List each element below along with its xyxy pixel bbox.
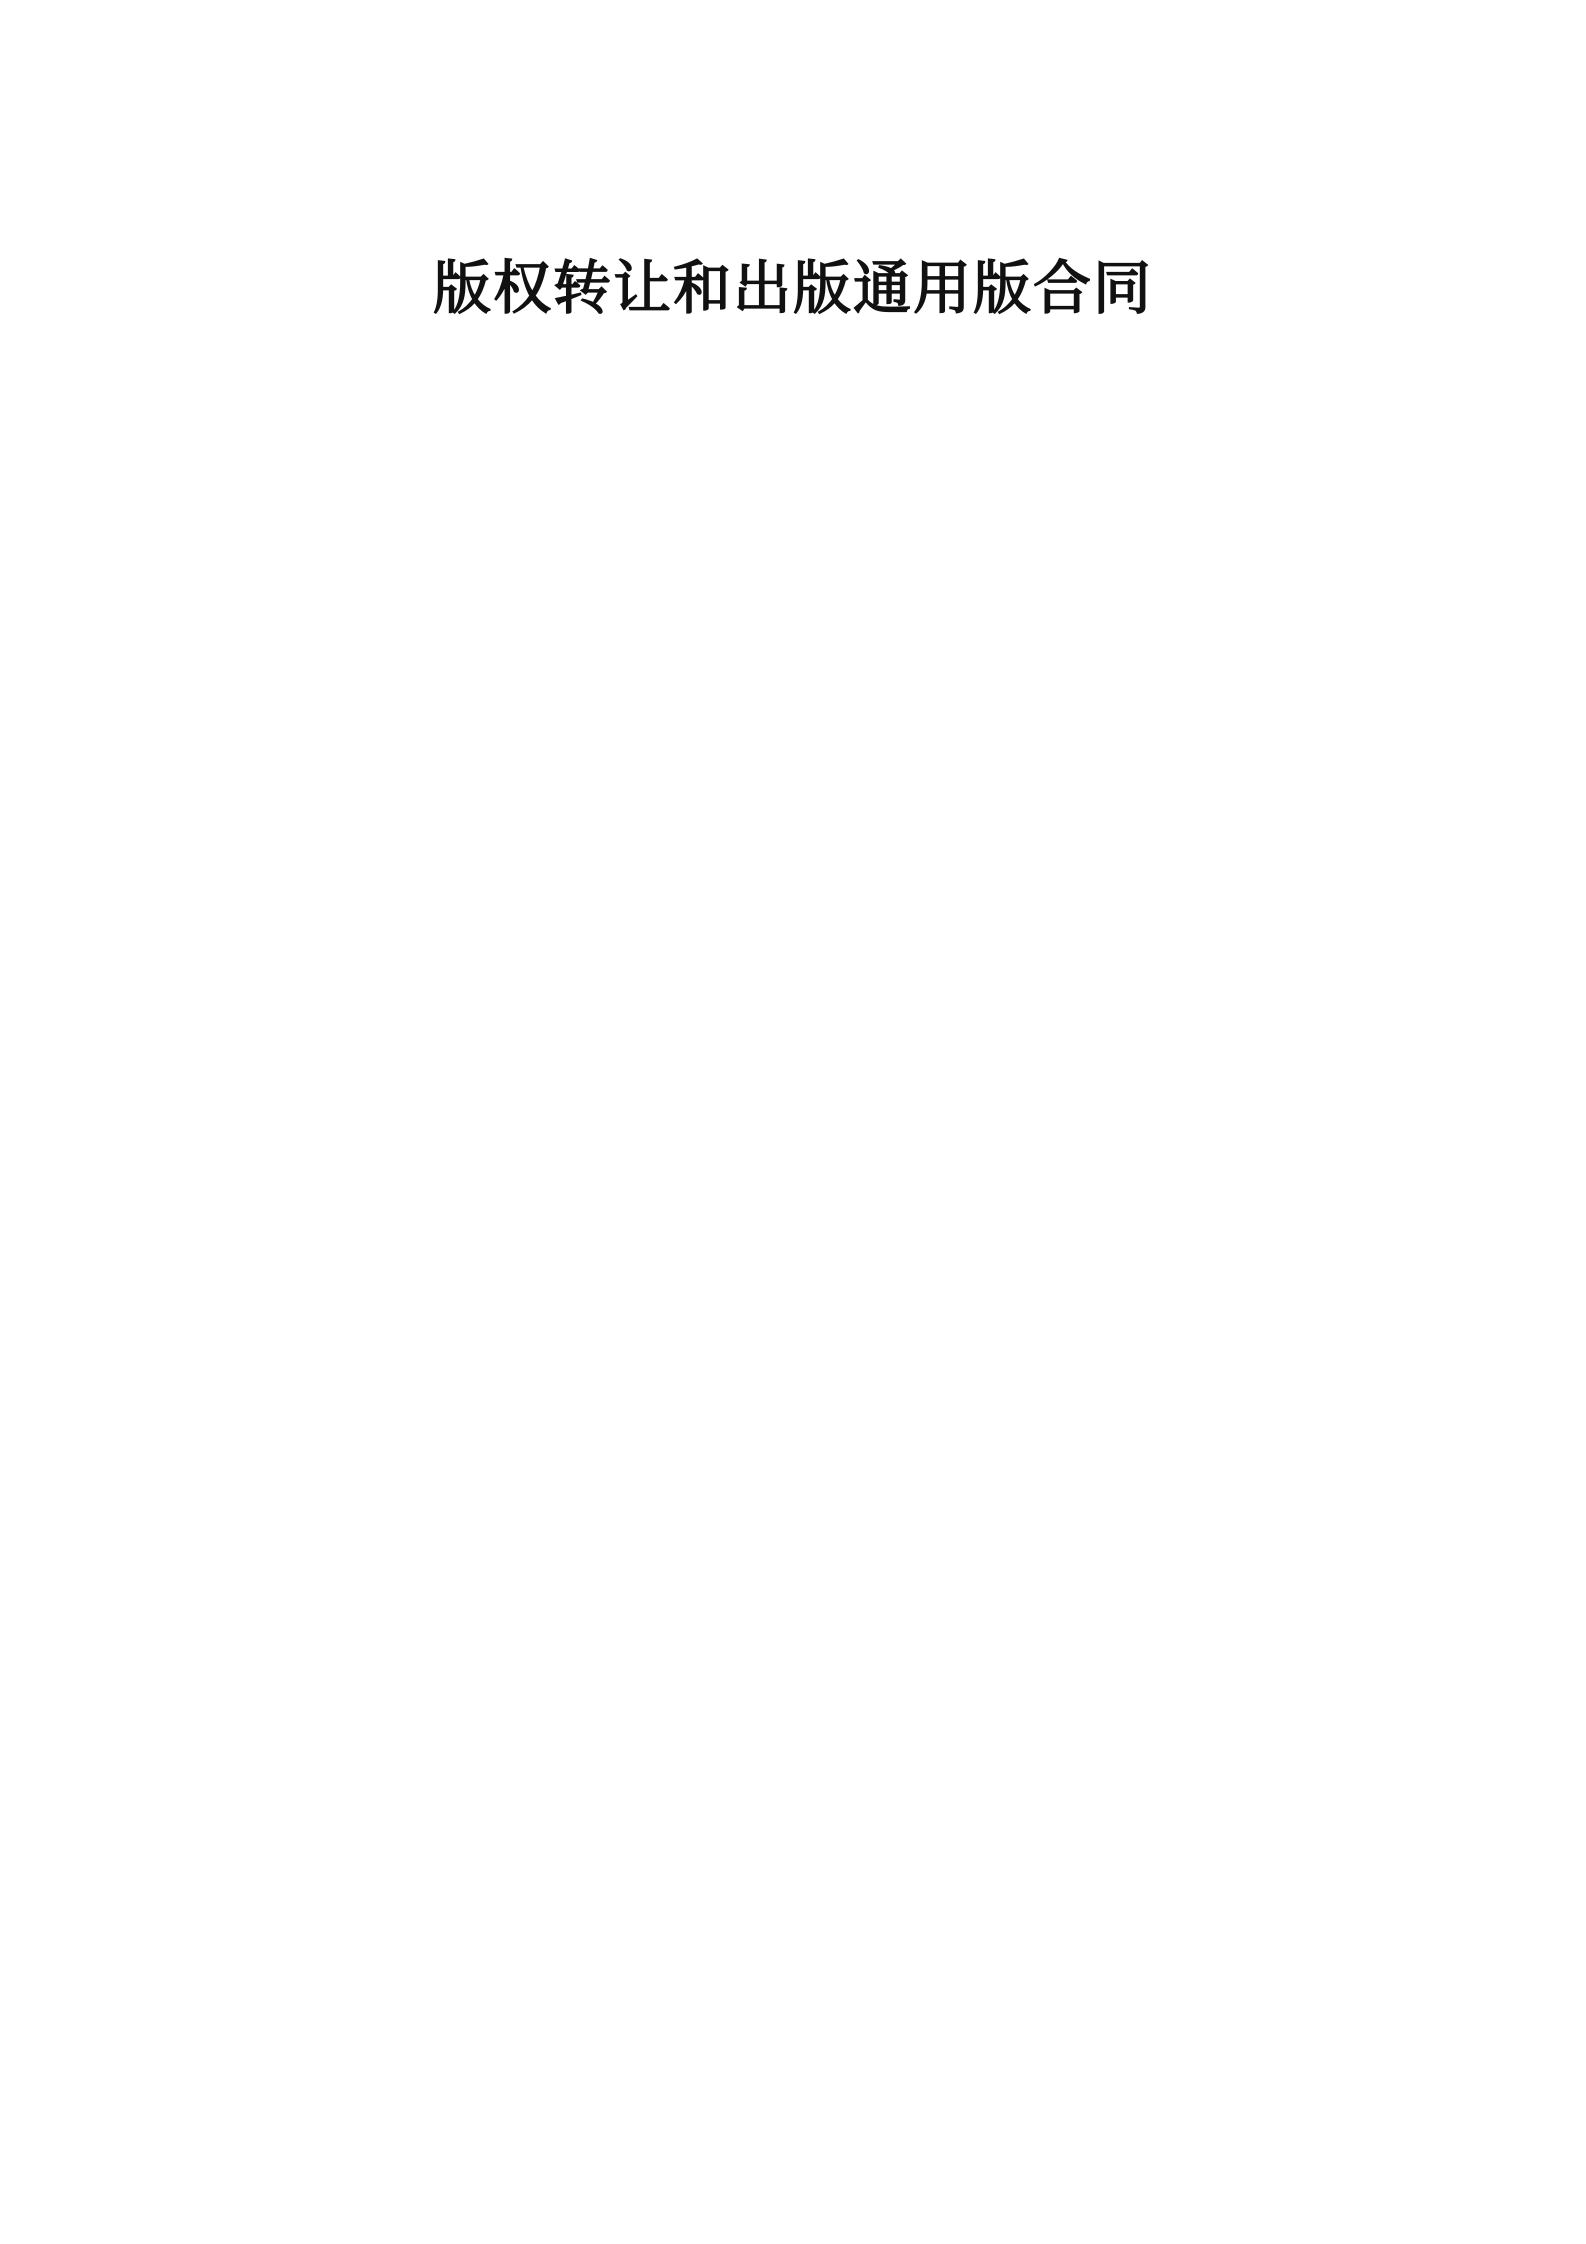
document-title: 版权转让和出版通用版合同: [432, 254, 1153, 322]
